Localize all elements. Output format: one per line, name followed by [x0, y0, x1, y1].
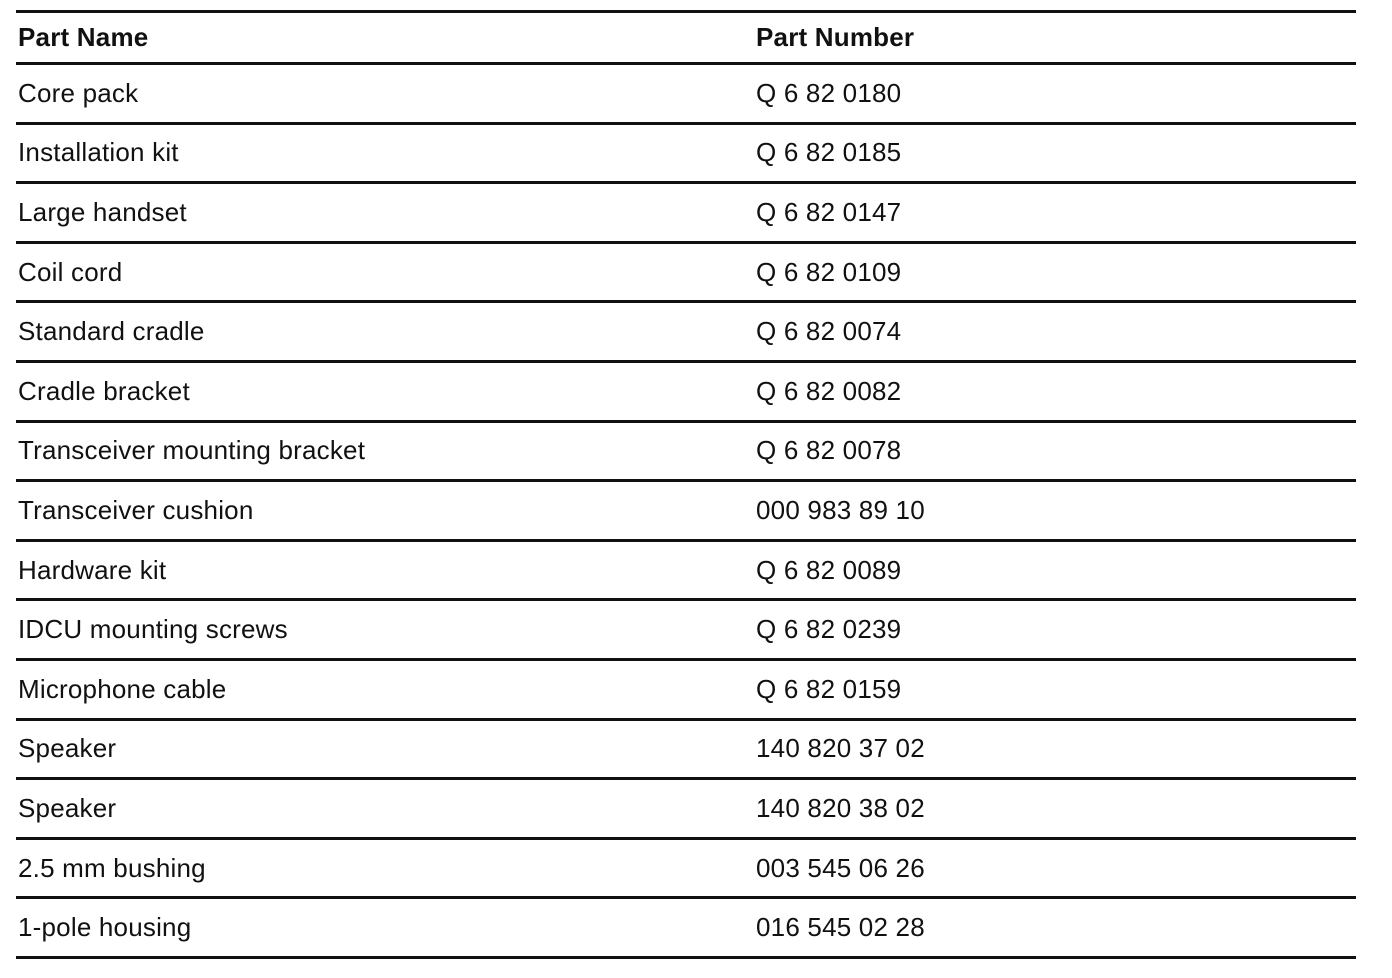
part-number-cell: 140 820 38 02 — [756, 792, 925, 823]
part-name-cell: Transceiver cushion — [18, 494, 254, 525]
part-name-cell: Coil cord — [18, 256, 123, 287]
part-number-cell: Q 6 82 0082 — [756, 375, 902, 406]
table-row — [16, 898, 1356, 958]
part-number-cell: Q 6 82 0078 — [756, 435, 902, 466]
header-part-name: Part Name — [18, 22, 149, 52]
table-row — [16, 659, 1356, 719]
part-number-cell: Q 6 82 0239 — [756, 614, 902, 645]
table-body — [16, 64, 1356, 958]
part-number-cell: Q 6 82 0185 — [756, 137, 902, 168]
table-row — [16, 779, 1356, 839]
table-row — [16, 64, 1356, 124]
part-name-cell: Core pack — [18, 77, 139, 108]
part-number-cell: Q 6 82 0109 — [756, 256, 902, 287]
table-row — [16, 838, 1356, 898]
part-number-cell: 016 545 02 28 — [756, 912, 925, 943]
part-name-cell: Standard cradle — [18, 316, 205, 347]
table-row — [16, 719, 1356, 779]
part-name-cell: Speaker — [18, 733, 117, 764]
part-number-cell: 000 983 89 10 — [756, 494, 925, 525]
part-number-cell: Q 6 82 0147 — [756, 196, 902, 227]
part-number-cell: 003 545 06 26 — [756, 852, 925, 883]
table-row — [16, 302, 1356, 362]
part-number-cell: Q 6 82 0074 — [756, 316, 902, 347]
part-name-cell: Speaker — [18, 792, 117, 823]
table-row — [16, 600, 1356, 660]
part-number-cell: 140 820 37 02 — [756, 733, 925, 764]
table-row — [16, 183, 1356, 243]
part-name-cell: Microphone cable — [18, 673, 227, 704]
header-row — [16, 12, 1356, 64]
part-name-cell: Transceiver mounting bracket — [18, 435, 366, 466]
table-row — [16, 123, 1356, 183]
table-header — [16, 12, 1356, 64]
part-name-cell: Installation kit — [18, 137, 179, 168]
table-row — [16, 481, 1356, 541]
part-number-cell: Q 6 82 0159 — [756, 673, 902, 704]
table-row — [16, 361, 1356, 421]
part-name-cell: 1-pole housing — [18, 912, 192, 943]
part-name-cell: Cradle bracket — [18, 375, 190, 406]
part-number-cell: Q 6 82 0089 — [756, 554, 902, 585]
table-row — [16, 242, 1356, 302]
part-name-cell: Hardware kit — [18, 554, 167, 585]
table-row — [16, 421, 1356, 481]
part-name-cell: 2.5 mm bushing — [18, 852, 206, 883]
part-number-cell: Q 6 82 0180 — [756, 77, 902, 108]
part-name-cell: IDCU mounting screws — [18, 614, 288, 645]
header-part-number: Part Number — [756, 22, 915, 52]
parts-table — [16, 10, 1356, 959]
table-row — [16, 540, 1356, 600]
part-name-cell: Large handset — [18, 196, 187, 227]
